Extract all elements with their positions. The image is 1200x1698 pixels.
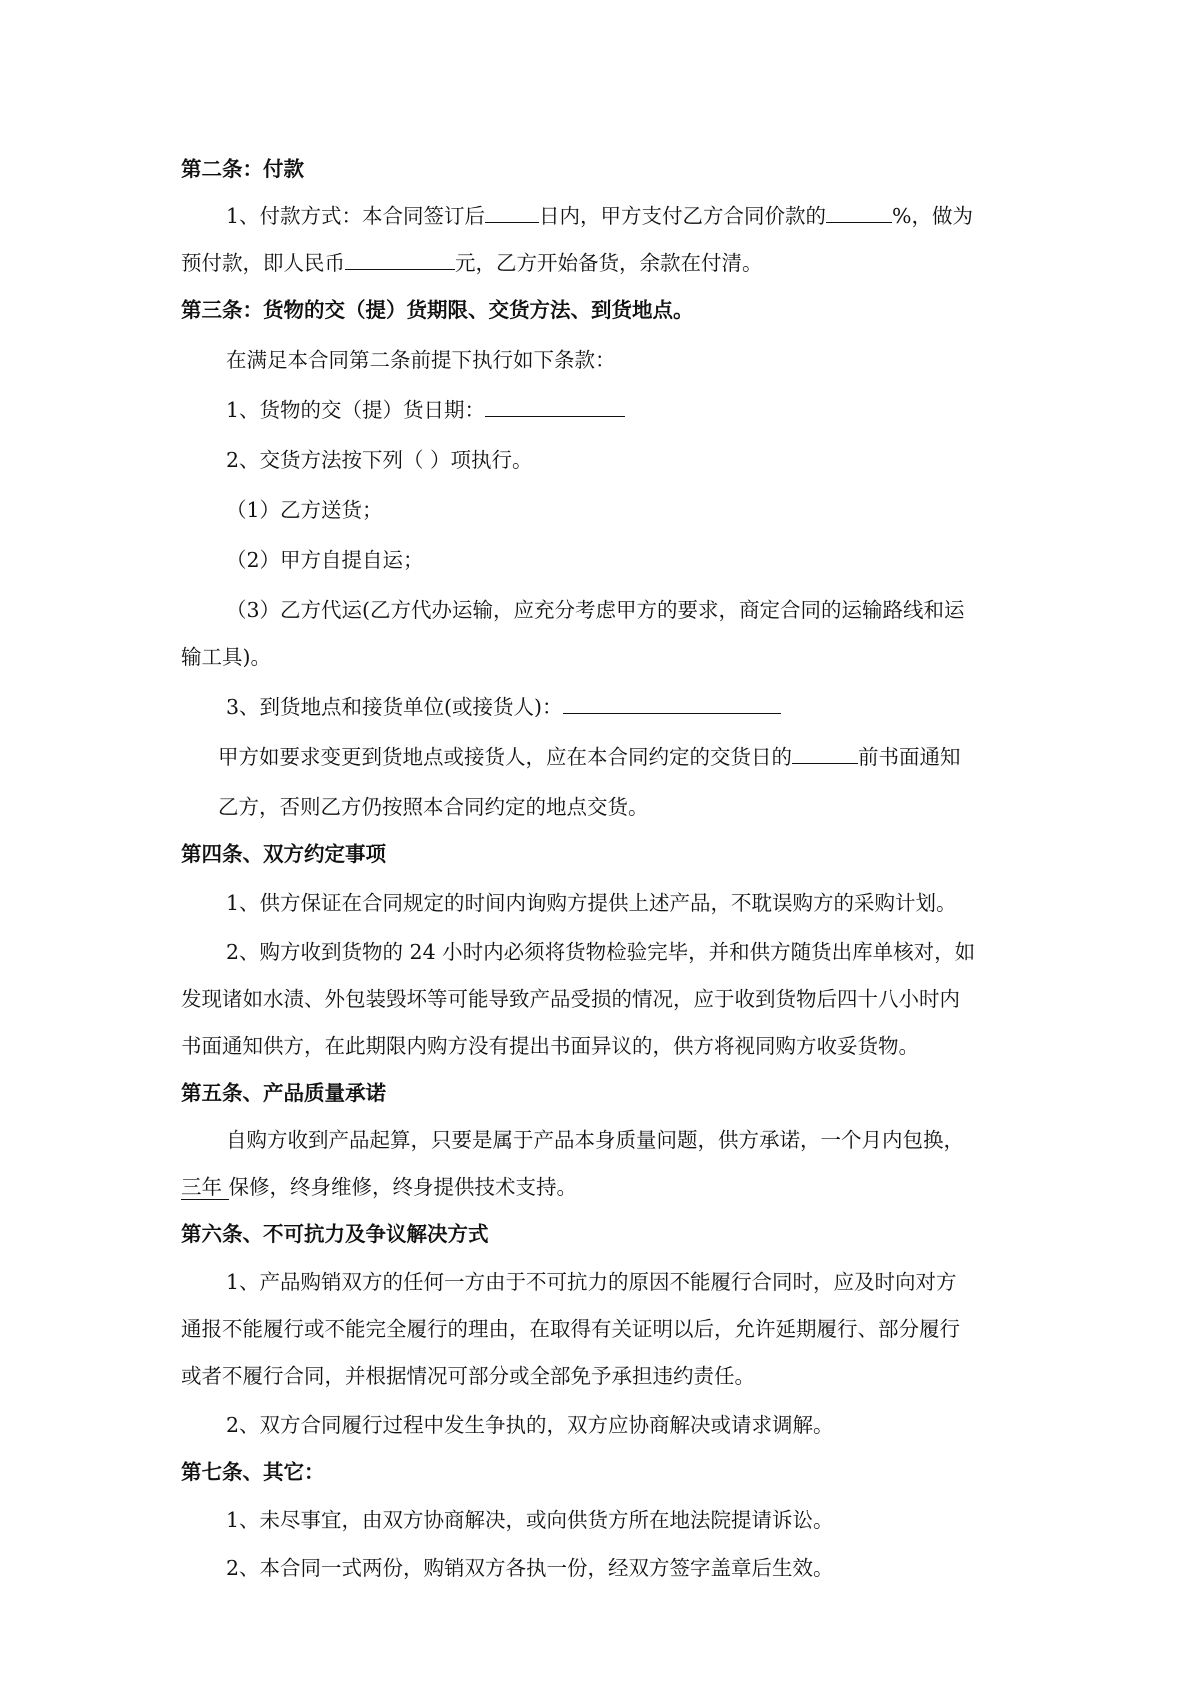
change-notice-cont: 乙方，否则乙方仍按照本合同约定的地点交货。 xyxy=(218,795,649,819)
section-6-item-1-cont-1: 通报不能履行或不能完全履行的理由，在取得有关证明以后，允许延期履行、部分履行 xyxy=(181,1317,960,1341)
section-4-item-1: 1、供方保证在合同规定的时间内询购方提供上述产品，不耽误购方的采购计划。 xyxy=(226,891,957,915)
option-3-cont: 输工具)。 xyxy=(181,645,271,669)
option-1: （1）乙方送货； xyxy=(226,498,383,522)
prepayment-text: 预付款，即人民币 xyxy=(181,251,345,275)
option-2: （2）甲方自提自运； xyxy=(226,548,424,572)
section-4-item-2: 2、购方收到货物的 24 小时内必须将货物检验完毕，并和供方随货出库单核对，如 xyxy=(226,940,976,964)
delivery-place-label: 3、到货地点和接货单位(或接货人)： xyxy=(226,695,563,719)
section-7-heading: 第七条、其它： xyxy=(181,1460,325,1484)
section-3-heading: 第三条：货物的交（提）货期限、交货方法、到货地点。 xyxy=(181,298,694,322)
section-4-item-2-cont-2: 书面通知供方，在此期限内购方没有提出书面异议的，供方将视同购方收妥货物。 xyxy=(181,1034,919,1058)
warranty-text: 保修，终身维修，终身提供技术支持。 xyxy=(228,1175,578,1199)
section-5-heading: 第五条、产品质量承诺 xyxy=(181,1081,386,1105)
section-6-heading: 第六条、不可抗力及争议解决方式 xyxy=(181,1222,489,1246)
section-6-item-2: 2、双方合同履行过程中发生争执的，双方应协商解决或请求调解。 xyxy=(226,1413,834,1437)
section-7-item-1: 1、未尽事宜，由双方协商解决，或向供货方所在地法院提请诉讼。 xyxy=(226,1508,834,1532)
option-3: （3）乙方代运(乙方代办运输，应充分考虑甲方的要求，商定合同的运输路线和运 xyxy=(226,598,965,622)
delivery-date-line xyxy=(226,395,625,425)
change-notice-line xyxy=(218,742,961,772)
section-4-heading: 第四条、双方约定事项 xyxy=(181,842,386,866)
section-7-item-2: 2、本合同一式两份，购销双方各执一份，经双方签字盖章后生效。 xyxy=(226,1556,834,1580)
delivery-place-line xyxy=(226,692,781,722)
warranty-term: 三年 xyxy=(181,1175,229,1199)
payment-percent-text: 日内，甲方支付乙方合同价款的 xyxy=(539,204,827,228)
notice-days-blank xyxy=(792,743,858,764)
percent-blank xyxy=(826,202,892,223)
percent-suffix-text: %，做为 xyxy=(892,204,974,228)
payment-method-text: 1、付款方式：本合同签订后 xyxy=(226,204,486,228)
delivery-date-blank xyxy=(485,396,625,417)
section-5-item-cont xyxy=(181,1172,577,1202)
section-3-intro: 在满足本合同第二条前提下执行如下条款： xyxy=(226,348,616,372)
section-4-item-2-cont-1: 发现诸如水渍、外包装毁坏等可能导致产品受损的情况，应于收到货物后四十八小时内 xyxy=(181,987,960,1011)
rmb-amount-blank xyxy=(345,249,455,270)
delivery-place-blank xyxy=(563,693,781,714)
section-6-item-1-cont-2: 或者不履行合同，并根据情况可部分或全部免予承担违约责任。 xyxy=(181,1364,755,1388)
section-2-payment-line xyxy=(226,201,973,231)
delivery-method-line: 2、交货方法按下列（ ）项执行。 xyxy=(226,448,533,472)
section-2-payment-line-cont xyxy=(181,248,763,278)
change-notice-text: 甲方如要求变更到货地点或接货人，应在本合同约定的交货日的 xyxy=(218,745,792,769)
prepayment-suffix-text: 元，乙方开始备货，余款在付清。 xyxy=(455,251,763,275)
section-2-heading: 第二条：付款 xyxy=(181,157,304,181)
change-notice-suffix: 前书面通知 xyxy=(858,745,961,769)
section-6-item-1: 1、产品购销双方的任何一方由于不可抗力的原因不能履行合同时，应及时向对方 xyxy=(226,1270,957,1294)
section-5-item: 自购方收到产品起算，只要是属于产品本身质量问题，供方承诺，一个月内包换， xyxy=(226,1128,964,1152)
days-blank xyxy=(485,202,539,223)
delivery-date-label: 1、货物的交（提）货日期： xyxy=(226,398,486,422)
